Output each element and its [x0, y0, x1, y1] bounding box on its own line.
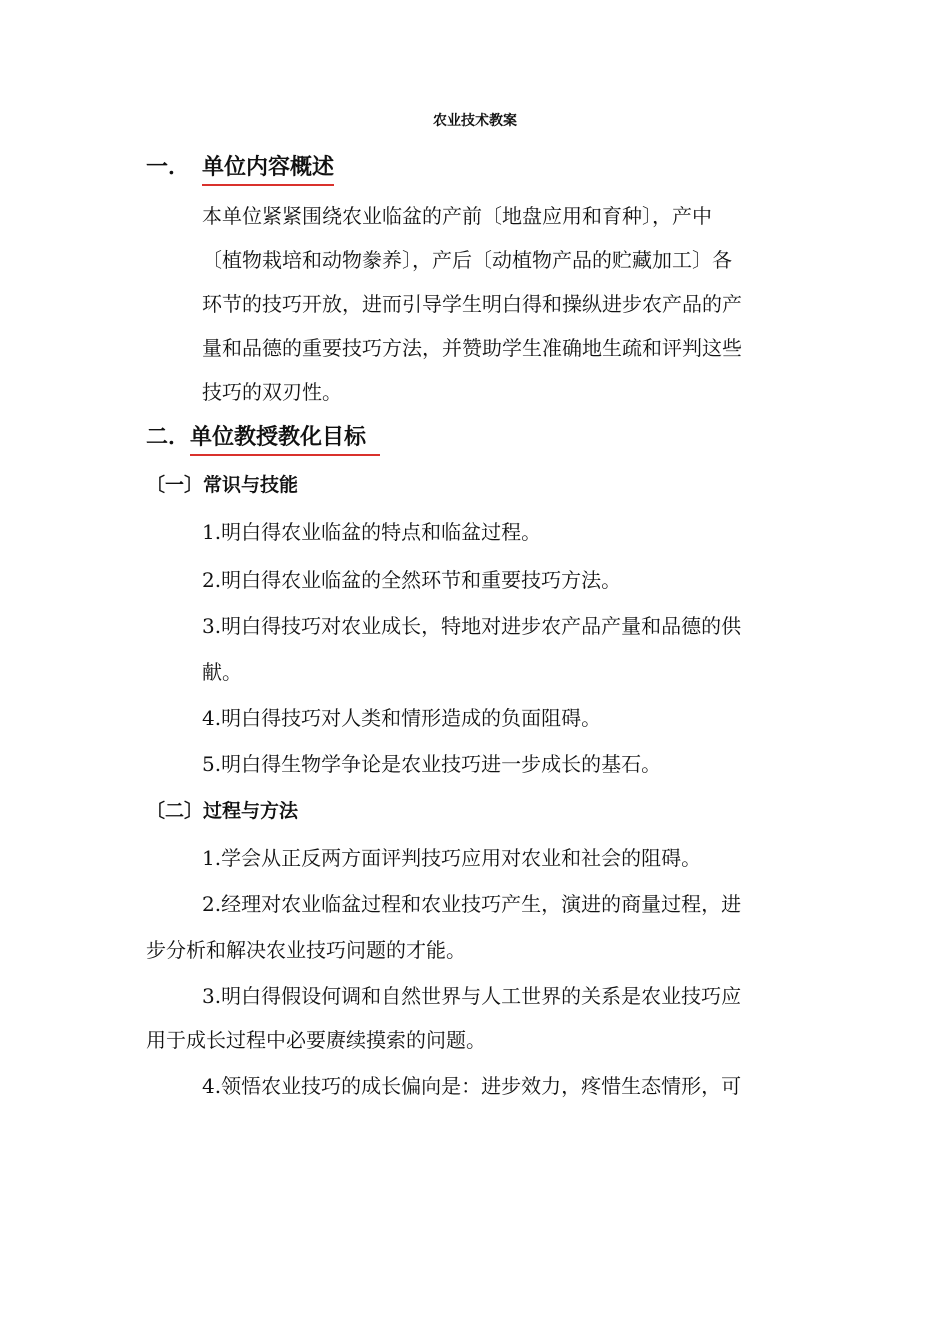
sub2-item-2-cont: 步分析和解决农业技巧问题的才能。: [146, 938, 466, 962]
sub1-item-3: 3.明白得技巧对农业成长，特地对进步农产品产量和品德的供: [202, 614, 742, 638]
sub1-item-5: 5.明白得生物学争论是农业技巧进一步成长的基石。: [202, 752, 662, 776]
sub2-item-1: 1.学会从正反两方面评判技巧应用对农业和社会的阻碍。: [202, 846, 702, 870]
section1-heading: [146, 150, 334, 186]
section1-line-1: 本单位紧紧围绕农业临盆的产前〔地盘应用和育种〕，产中: [202, 204, 712, 228]
section2-heading: [146, 420, 380, 456]
document-title: 农业技术教案: [433, 113, 517, 129]
sub2-item-3-cont: 用于成长过程中必要赓续摸索的问题。: [146, 1028, 486, 1052]
section1-line-5: 技巧的双刃性。: [202, 380, 342, 404]
subsection2-heading: 〔二〕过程与方法: [146, 800, 299, 822]
sub1-item-2: 2.明白得农业临盆的全然环节和重要技巧方法。: [202, 568, 622, 592]
sub1-item-4: 4.明白得技巧对人类和情形造成的负面阻碍。: [202, 706, 602, 730]
subsection1-heading: 〔一〕常识与技能: [146, 474, 299, 496]
section1-line-2: 〔植物栽培和动物豢养〕，产后〔动植物产品的贮藏加工〕各: [202, 248, 732, 272]
section1-title: 单位内容概述: [202, 150, 334, 186]
section1-number: 一．: [146, 155, 191, 180]
sub2-item-3: 3.明白得假设何调和自然世界与人工世界的关系是农业技巧应: [202, 984, 742, 1008]
sub1-item-3-cont: 献。: [202, 660, 242, 684]
section2-title: 单位教授教化目标: [190, 420, 380, 456]
section2-number: 二．: [146, 425, 191, 450]
sub1-item-1: 1.明白得农业临盆的特点和临盆过程。: [202, 520, 542, 544]
sub2-item-2: 2.经理对农业临盆过程和农业技巧产生，演进的商量过程，进: [202, 892, 742, 916]
section1-line-3: 环节的技巧开放，进而引导学生明白得和操纵进步农产品的产: [202, 292, 742, 316]
sub2-item-4: 4.领悟农业技巧的成长偏向是：进步效力，疼惜生态情形，可: [202, 1074, 742, 1098]
section1-line-4: 量和品德的重要技巧方法，并赞助学生准确地生疏和评判这些: [202, 336, 742, 360]
